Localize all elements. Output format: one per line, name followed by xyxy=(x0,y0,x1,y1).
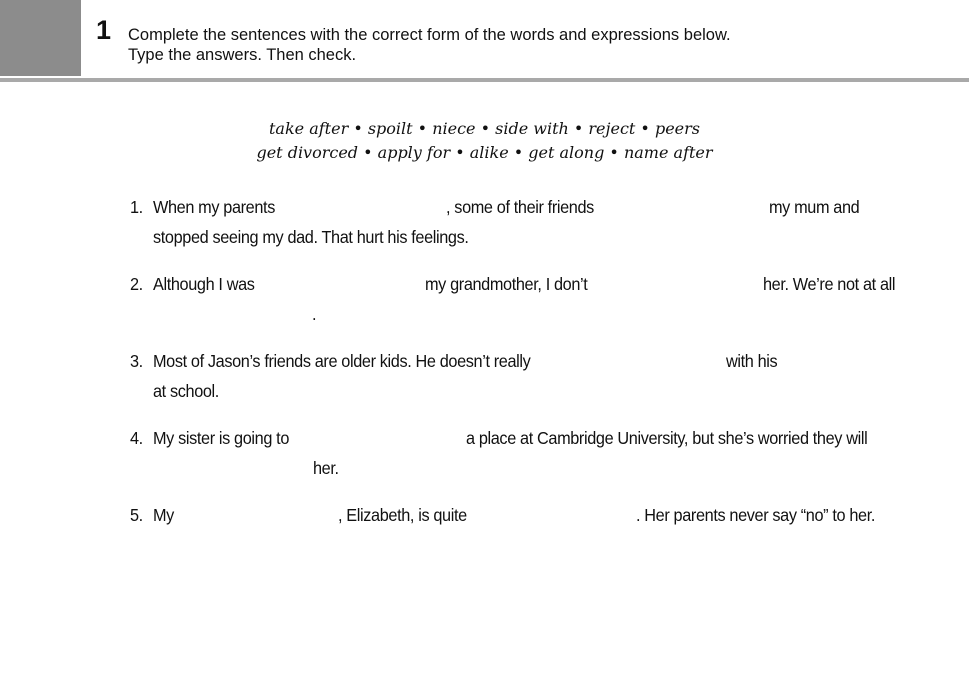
word-bank-line-2: get divorced • apply for • alike • get along • name after xyxy=(256,143,713,162)
sentence-2-text-d: . xyxy=(312,304,317,324)
word-bank-line-1: take after • spoilt • niece • side with • reject • peers xyxy=(269,119,700,138)
sentence-5-number: 5. xyxy=(130,505,143,525)
sentence-5-text-c: . Her parents never say “no” to her. xyxy=(636,505,875,525)
sentence-1-text-b: , some of their friends xyxy=(446,197,594,217)
sentence-2-text-b: my grandmother, I don’t xyxy=(425,274,588,294)
sentence-2-answer-2[interactable] xyxy=(608,272,762,298)
header-grey-block xyxy=(0,0,81,76)
sentence-5-answer-2[interactable] xyxy=(481,503,635,529)
sentence-2-answer-3[interactable] xyxy=(153,302,315,328)
sentence-4-text-a: My sister is going to xyxy=(153,428,290,448)
sentence-3-text-a: Most of Jason’s friends are older kids. He doesn’t really xyxy=(153,351,531,371)
sentence-3-text-c: at school. xyxy=(153,381,219,401)
sentence-3-text-b: with his xyxy=(726,351,778,371)
sentence-1-number: 1. xyxy=(130,197,143,217)
sentence-2-number: 2. xyxy=(130,274,143,294)
sentence-4-answer-1[interactable] xyxy=(311,426,465,452)
exercise-number: 1 xyxy=(96,15,112,45)
sentence-3-answer-1[interactable] xyxy=(572,349,726,375)
sentence-3-number: 3. xyxy=(130,351,143,371)
sentence-2-text-a: Although I was xyxy=(153,274,255,294)
sentence-5-text-b: , Elizabeth, is quite xyxy=(338,505,467,525)
header-divider xyxy=(0,78,969,82)
sentence-3-answer-2[interactable] xyxy=(790,349,914,375)
sentence-5-text-a: My xyxy=(153,505,174,525)
sentence-1-text-c: my mum and xyxy=(769,197,860,217)
sentence-2-answer-1[interactable] xyxy=(270,272,424,298)
exercise-instructions xyxy=(128,25,731,65)
sentence-4-answer-2[interactable] xyxy=(153,456,313,482)
sentence-1-answer-2[interactable] xyxy=(614,195,768,221)
sentence-4-text-b: a place at Cambridge University, but she’s worried they will xyxy=(466,428,868,448)
sentence-1-text-a: When my parents xyxy=(153,197,275,217)
sentence-4-text-c: her. xyxy=(313,458,339,478)
sentence-5-answer-1[interactable] xyxy=(182,503,338,529)
sentence-4-number: 4. xyxy=(130,428,143,448)
sentence-2-text-c: her. We’re not at all xyxy=(763,274,896,294)
sentence-1-text-d: stopped seeing my dad. That hurt his feelings. xyxy=(153,227,469,247)
instructions-line-2: Type the answers. Then check. xyxy=(128,46,357,64)
instructions-line-1: Complete the sentences with the correct form of the words and expressions below. xyxy=(128,26,731,44)
sentence-1-answer-1[interactable] xyxy=(292,195,446,221)
